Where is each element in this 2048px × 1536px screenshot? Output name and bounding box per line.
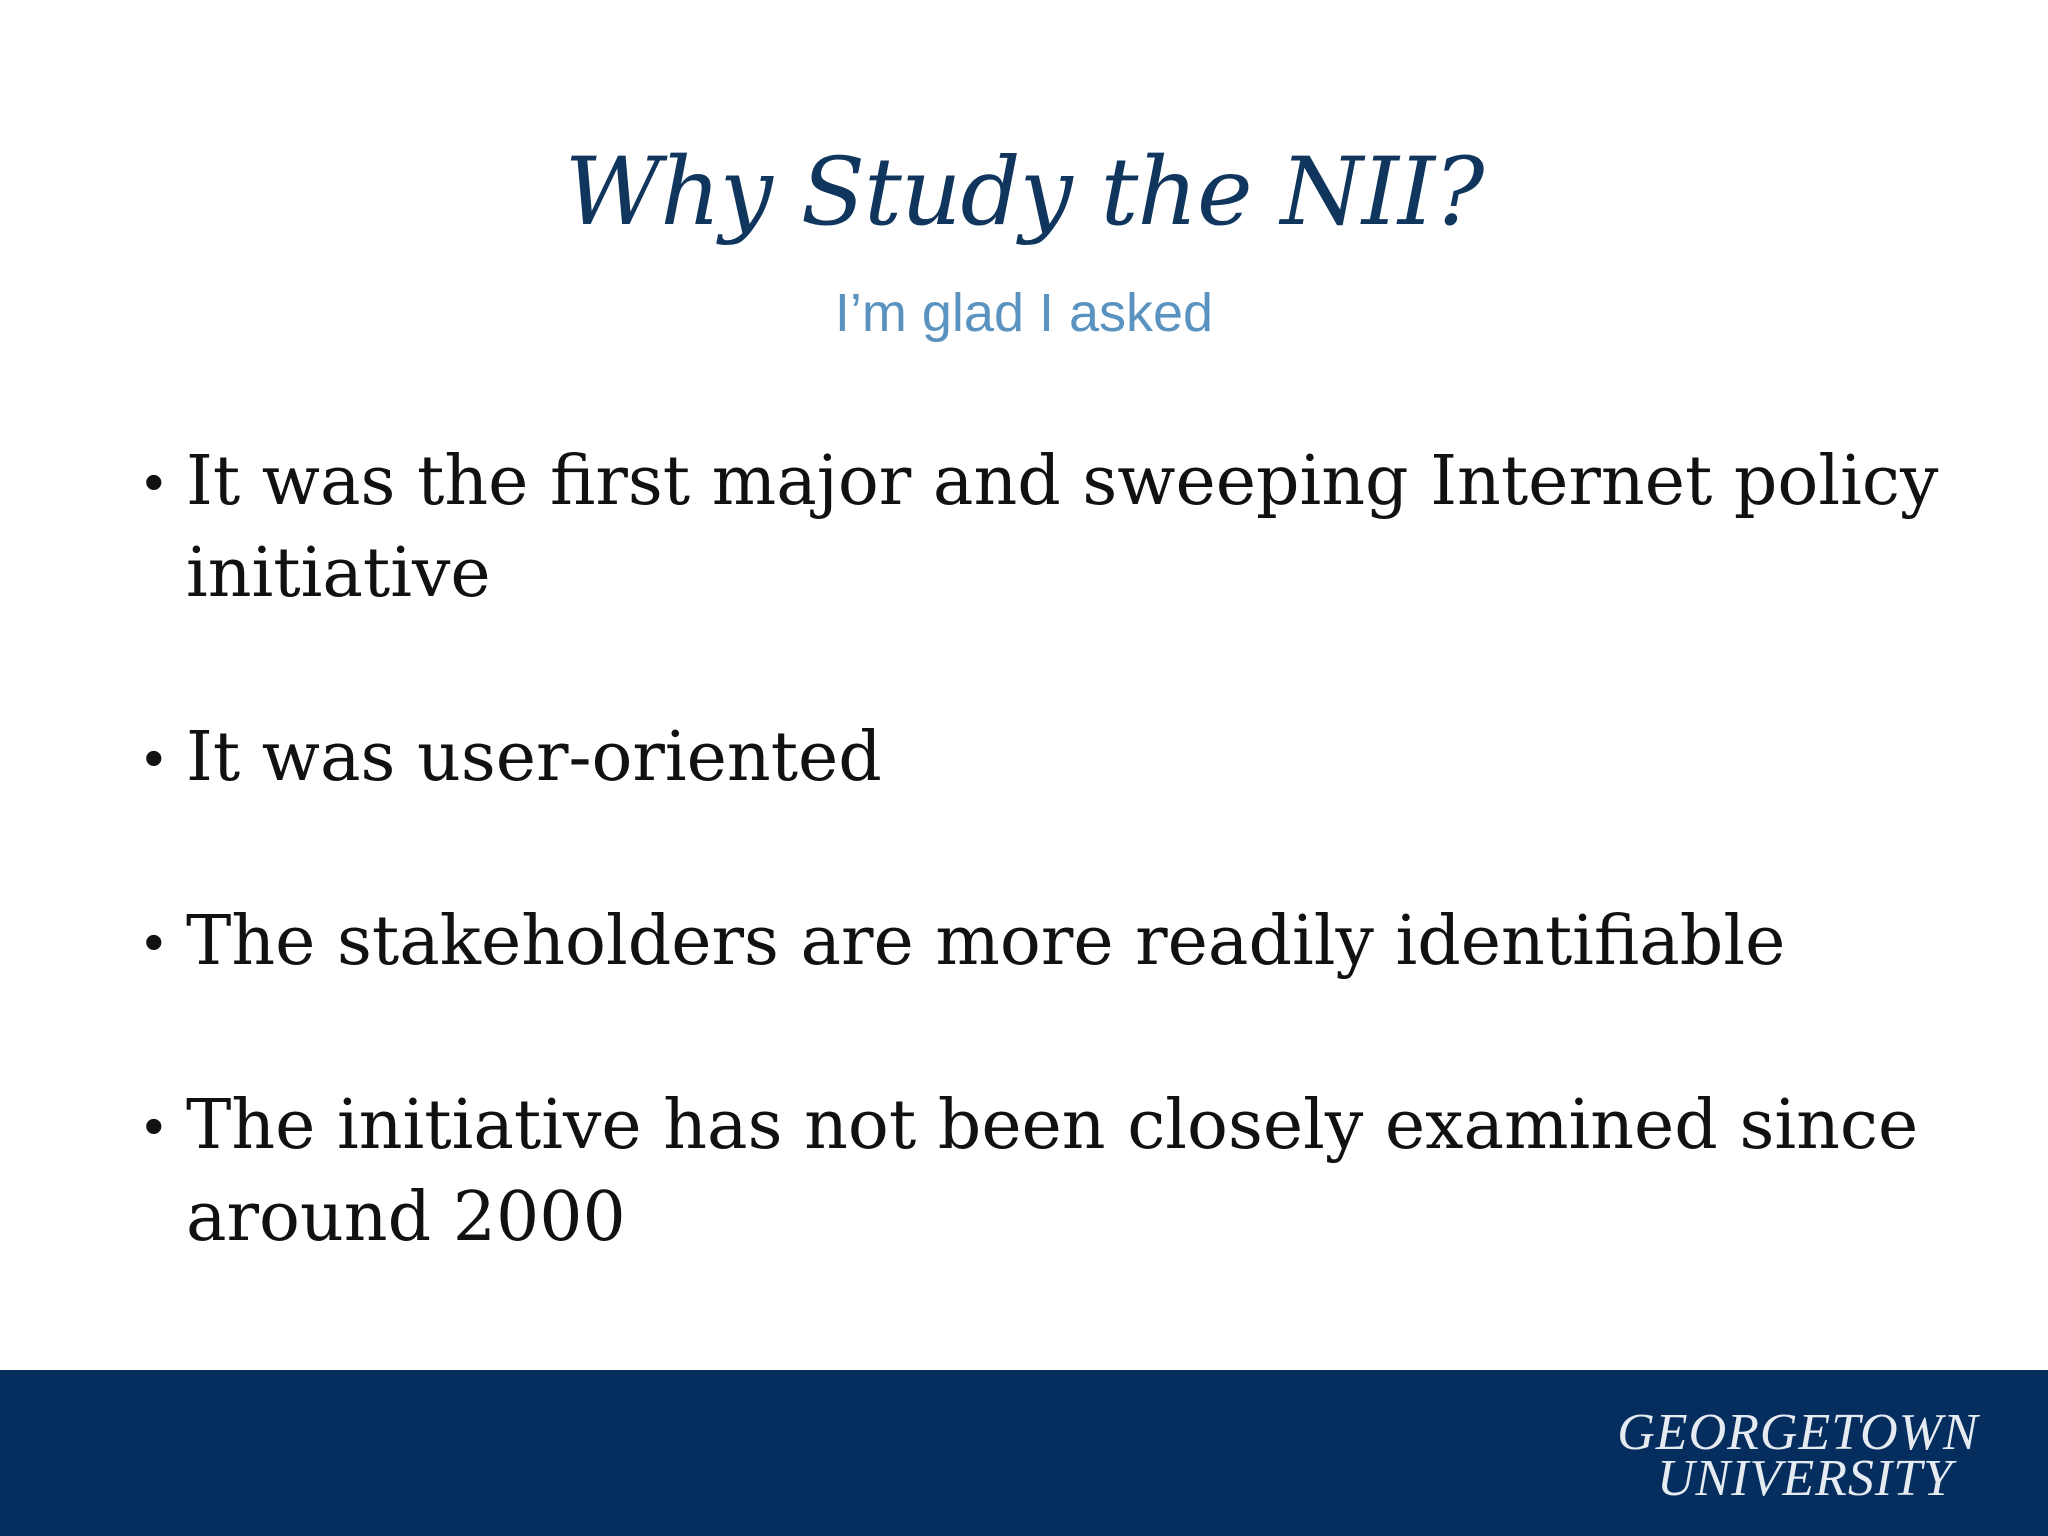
slide-title: Why Study the NII? bbox=[564, 138, 1484, 247]
bullet-text: It was user-oriented bbox=[186, 718, 882, 797]
bullet-icon: • bbox=[144, 726, 164, 789]
bullet-text: The initiative has not been closely examined since around 2000 bbox=[186, 1086, 1919, 1257]
logo-line-1: GEORGETOWN bbox=[1617, 1404, 1979, 1461]
bullet-icon: • bbox=[144, 1094, 164, 1157]
university-logo bbox=[1598, 1404, 1998, 1507]
bullet-icon: • bbox=[144, 910, 164, 973]
logo-line-2: UNIVERSITY bbox=[1657, 1450, 1953, 1507]
bullet-item bbox=[144, 712, 1944, 804]
bullet-item bbox=[144, 1080, 1944, 1264]
bullet-item bbox=[144, 896, 1944, 988]
slide-subtitle: I’m glad I asked bbox=[834, 283, 1214, 343]
bullet-list bbox=[144, 436, 1944, 1356]
bullet-text: The stakeholders are more readily identifiable bbox=[186, 902, 1786, 981]
bullet-item bbox=[144, 436, 1944, 620]
bullet-icon: • bbox=[144, 450, 164, 513]
bullet-text: It was the first major and sweeping Internet policy initiative bbox=[186, 442, 1939, 613]
